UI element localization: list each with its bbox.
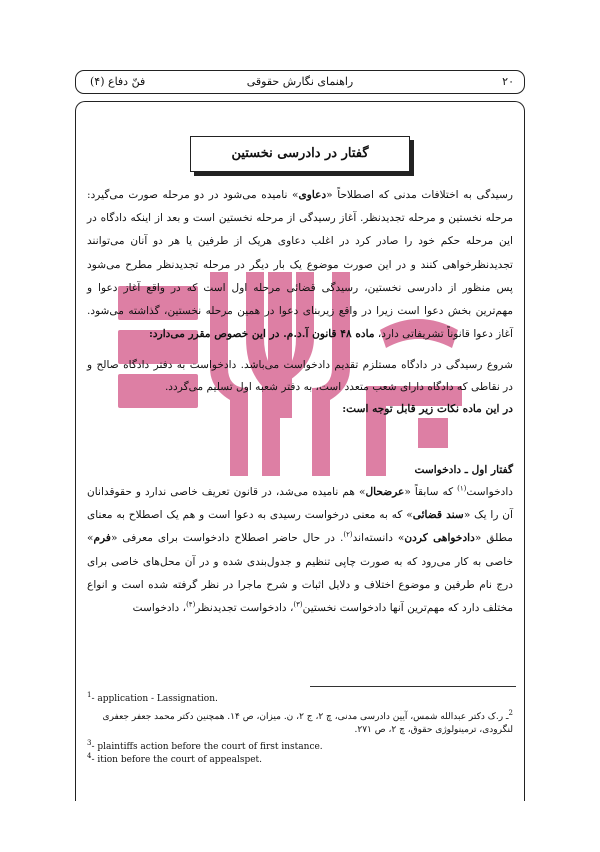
running-header — [75, 70, 525, 94]
footnote-text: - ition before the court of appealspet. — [91, 755, 263, 765]
footnote-ref: (۳) — [293, 600, 303, 609]
footnote-ref: (۲) — [343, 530, 353, 539]
bold-term: سند قضائی — [412, 509, 464, 522]
footnote-text: - plaintiffs action before the court of first instance. — [91, 742, 323, 752]
bold-article-reference: ماده ۴۸ قانون آ.د.م. در این خصوص مقرر می‌دارد: — [148, 328, 375, 341]
bold-term: عرضحال — [365, 486, 405, 498]
footnote-mark: 1 — [87, 691, 92, 699]
footnote-text: ـ ر.ک دکتر عبدالله شمس، آیین دادرسی مدنی، چ ۲، ج ۲، ن. میزان، ص ۱۴. همچنین دکتر محمد جعفر جعفری — [102, 712, 509, 722]
subheading-petition: گفتار اول ـ دادخواست — [414, 464, 513, 476]
text-run: دادخواست — [466, 486, 513, 498]
footnote-4 — [87, 754, 262, 767]
paragraph-petition — [87, 481, 513, 620]
footnote-mark: 4 — [87, 752, 92, 760]
notes-lead: در این ماده نکات زیر قابل توجه است: — [342, 403, 513, 415]
bold-term: دعاوی — [298, 189, 327, 201]
footnote-mark: 2 — [508, 709, 513, 717]
text-run: رسیدگی به اختلافات مدنی که اصطلاحاً « — [326, 189, 513, 201]
footnote-2 — [87, 711, 513, 724]
text-run: » که به معنی درخواست رسیدی به دعوا است و هم یک اصطلاح به معنای مطلق « — [87, 509, 513, 545]
text-run: » دانسته‌اند — [352, 532, 405, 545]
text-run: » نامیده می‌شود در دو مرحله صورت می‌گیرد: مرحله نخستین و مرحله تجدیدنظر. آغاز رسیدگی از مرحله نخستین است و بعد از اینکه دادگاه در این مرحله حکم خود را صادر کرد در اغلب دعاوی هریک از طرفین یا هر دو آنان می‌توانند تجدیدنظرخواهی کنند و در این صورت موضوع یک بار دیگر در مرحله تجدیدنظر مطرح می‌شود پس منظور از دادرسی نخستین، رسیدگی قضائی مرحله اول است که در واقع آغاز دعوا و مهم‌ترین بخش دعوا است زیرا در واقع زیربنای دعوا در همین مرحله نخستین، گذاشته می‌شود. آغاز دعوا قانوناً تشریفاتی دارد، — [87, 189, 513, 341]
footnote-mark: 3 — [87, 739, 92, 747]
text-run: » خاصی به کار می‌رود که به صورت چاپی تنظیم و جدول‌بندی شده و در آن محل‌های خاصی برای درج نام طرفین و موضوع اختلاف و دلایل اثبات و شرح ماجرا در نظر گرفته شده است و انواع مختلف دارد که مهم‌ترین آنها دادخواست نخستین — [87, 532, 513, 615]
text-run: . در حال حاضر اصطلاح دادخواست برای معرفی « — [110, 532, 344, 545]
footnote-text: - application - Lassignation. — [91, 694, 218, 704]
footnote-3 — [87, 741, 323, 754]
bold-term: دادخواهی کردن — [404, 532, 475, 545]
footnote-1 — [87, 693, 218, 706]
text-run: ، دادخواست — [132, 602, 187, 615]
paragraph-article-48: شروع رسیدگی در دادگاه مستلزم تقدیم دادخواست می‌باشد. دادخواست به دفتر دادگاه صالح و در نقاطی که دادگاه دارای شعب متعدد است، به دفتر شعبه اول تسلیم می‌گردد. — [87, 359, 513, 393]
footnote-2-cont: لنگرودی، ترمینولوژی حقوق، چ ۲، ص ۲۷۱. — [354, 725, 513, 735]
bold-term: فرم — [93, 532, 111, 545]
book-title: راهنمای نگارش حقوقی — [246, 75, 354, 88]
text-run: ، دادخواست تجدیدنظر — [195, 602, 294, 615]
section-title: گفتار در دادرسی نخستین — [190, 136, 410, 172]
page-number: ۲۰ — [502, 75, 514, 88]
section-label: فنّ دفاع (۴) — [90, 75, 146, 88]
footnote-ref: (۱) — [457, 484, 467, 493]
paragraph-intro — [87, 184, 513, 346]
footnote-ref: (۴) — [186, 600, 196, 609]
text-run: که سابقاً « — [404, 486, 458, 498]
footnote-divider — [310, 686, 516, 687]
text-run: » هم نامیده می‌شد، در قانون تعریف خاصی ندارد و حقوقدانان آن را یک « — [87, 486, 513, 522]
